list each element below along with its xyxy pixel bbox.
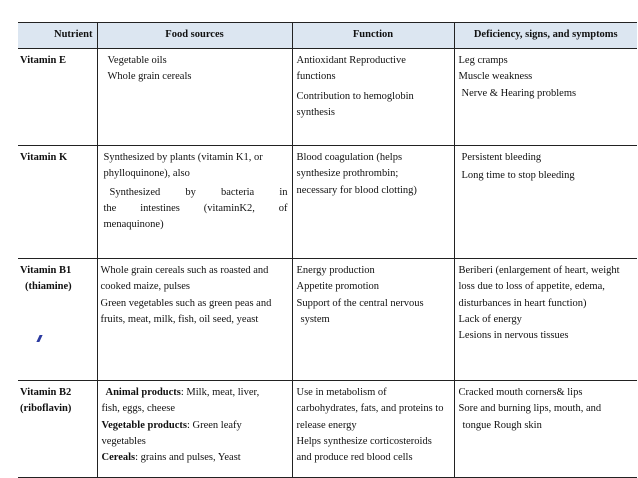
header-deficiency: Deficiency, signs, and symptoms (454, 23, 637, 49)
header-row (18, 23, 637, 49)
table-row (18, 381, 637, 478)
cell-line: Helps synthesize corticosteroids (296, 435, 432, 447)
cell-line: fruits, meat, milk, fish, oil seed, yeast (100, 313, 259, 325)
cell-line (102, 418, 288, 434)
cell-line (102, 450, 288, 466)
cell-line: Vegetable oils (107, 55, 167, 66)
cell-line: Lack of energy (458, 313, 522, 325)
cell-line: release energy (296, 419, 357, 431)
cell-line: Whole grain cereals such as roasted and (100, 265, 269, 276)
cell-line: Cracked mouth corners& lips (458, 387, 583, 398)
cereals-text: : grains and pulses, Yeast (135, 452, 241, 464)
cell-line: Green vegetables such as green peas and (100, 297, 272, 309)
cell-line: Muscle weakness (458, 71, 533, 83)
function-cell (292, 49, 454, 146)
cell-line: Blood coagulation (helps (296, 152, 403, 163)
cell-line: vegetables (101, 435, 146, 447)
cell-line: Synthesized by bacteria in (109, 186, 288, 198)
animal-products-text: : Milk, meat, liver, (180, 387, 260, 398)
cell-line: tongue Rough skin (462, 419, 542, 431)
nutrient-name: Vitamin K (20, 152, 68, 163)
nutrient-table-container (18, 22, 637, 478)
function-cell (292, 381, 454, 478)
cell-line: Leg cramps (458, 55, 508, 66)
nutrient-cell (18, 381, 97, 478)
cell-line: Antioxidant Reproductive (296, 55, 406, 66)
vitamin-table (18, 22, 637, 478)
cell-line: Energy production (296, 265, 375, 276)
cell-line: disturbances in heart function) (458, 297, 587, 309)
cell-line (102, 385, 288, 401)
food-sources-cell (97, 146, 292, 259)
cell-line: Persistent bleeding (461, 152, 542, 163)
food-sources-cell (97, 381, 292, 478)
cell-line: Beriberi (enlargement of heart, weight (458, 265, 620, 276)
cell-line: menaquinone) (103, 219, 164, 231)
cell-line: Long time to stop bleeding (461, 170, 575, 182)
cereals-label: Cereals (101, 452, 136, 464)
header-nutrient: Nutrient (18, 23, 97, 49)
table-row (18, 259, 637, 381)
food-sources-cell (97, 259, 292, 381)
nutrient-cell (18, 146, 97, 259)
cell-line: and produce red blood cells (296, 452, 413, 464)
food-sources-cell (97, 49, 292, 146)
animal-products-label: Animal products (105, 387, 181, 398)
nutrient-name: Vitamin B1 (20, 265, 72, 276)
vegetable-products-label: Vegetable products (101, 419, 187, 431)
function-cell (292, 259, 454, 381)
cell-line: cooked maize, pulses (100, 281, 191, 293)
nutrient-name: Vitamin E (20, 55, 66, 66)
cell-line: necessary for blood clotting) (296, 184, 417, 196)
cell-line: fish, eggs, cheese (101, 403, 175, 415)
cell-line: carbohydrates, fats, and proteins to (296, 403, 444, 415)
cell-line: loss due to loss of appetite, edema, (458, 281, 605, 293)
table-row (18, 146, 637, 259)
function-cell (292, 146, 454, 259)
cell-line: system (300, 313, 330, 325)
deficiency-cell (454, 146, 637, 259)
cell-line: Use in metabolism of (296, 387, 387, 398)
nutrient-cell (18, 49, 97, 146)
nutrient-name: Vitamin B2 (20, 387, 72, 398)
header-function: Function (292, 23, 454, 49)
cell-line: phylloquinone), also (103, 168, 190, 180)
cell-line: Synthesized by plants (vitamin K1, or (103, 152, 263, 163)
deficiency-cell (454, 259, 637, 381)
cell-line: Appetite promotion (296, 281, 380, 293)
cell-line: Support of the central nervous (296, 297, 424, 309)
table-row (18, 49, 637, 146)
cell-line: the intestines (vitaminK2, of (103, 202, 288, 214)
cell-line: synthesize prothrombin; (296, 168, 399, 180)
cell-line: Nerve & Hearing problems (461, 87, 577, 99)
nutrient-alias: (riboflavin) (20, 403, 72, 415)
cell-line: Sore and burning lips, mouth, and (458, 403, 602, 415)
nutrient-cell (18, 259, 97, 381)
cell-line: functions (296, 71, 336, 83)
vegetable-products-text: : Green leafy (186, 419, 242, 431)
cell-line: synthesis (296, 106, 336, 118)
cell-line: Contribution to hemoglobin (296, 90, 414, 102)
deficiency-cell (454, 49, 637, 146)
cell-line: Lesions in nervous tissues (458, 330, 569, 342)
cell-line: Whole grain cereals (107, 71, 192, 83)
header-food-sources: Food sources (97, 23, 292, 49)
nutrient-alias: (thiamine) (25, 281, 72, 293)
deficiency-cell (454, 381, 637, 478)
